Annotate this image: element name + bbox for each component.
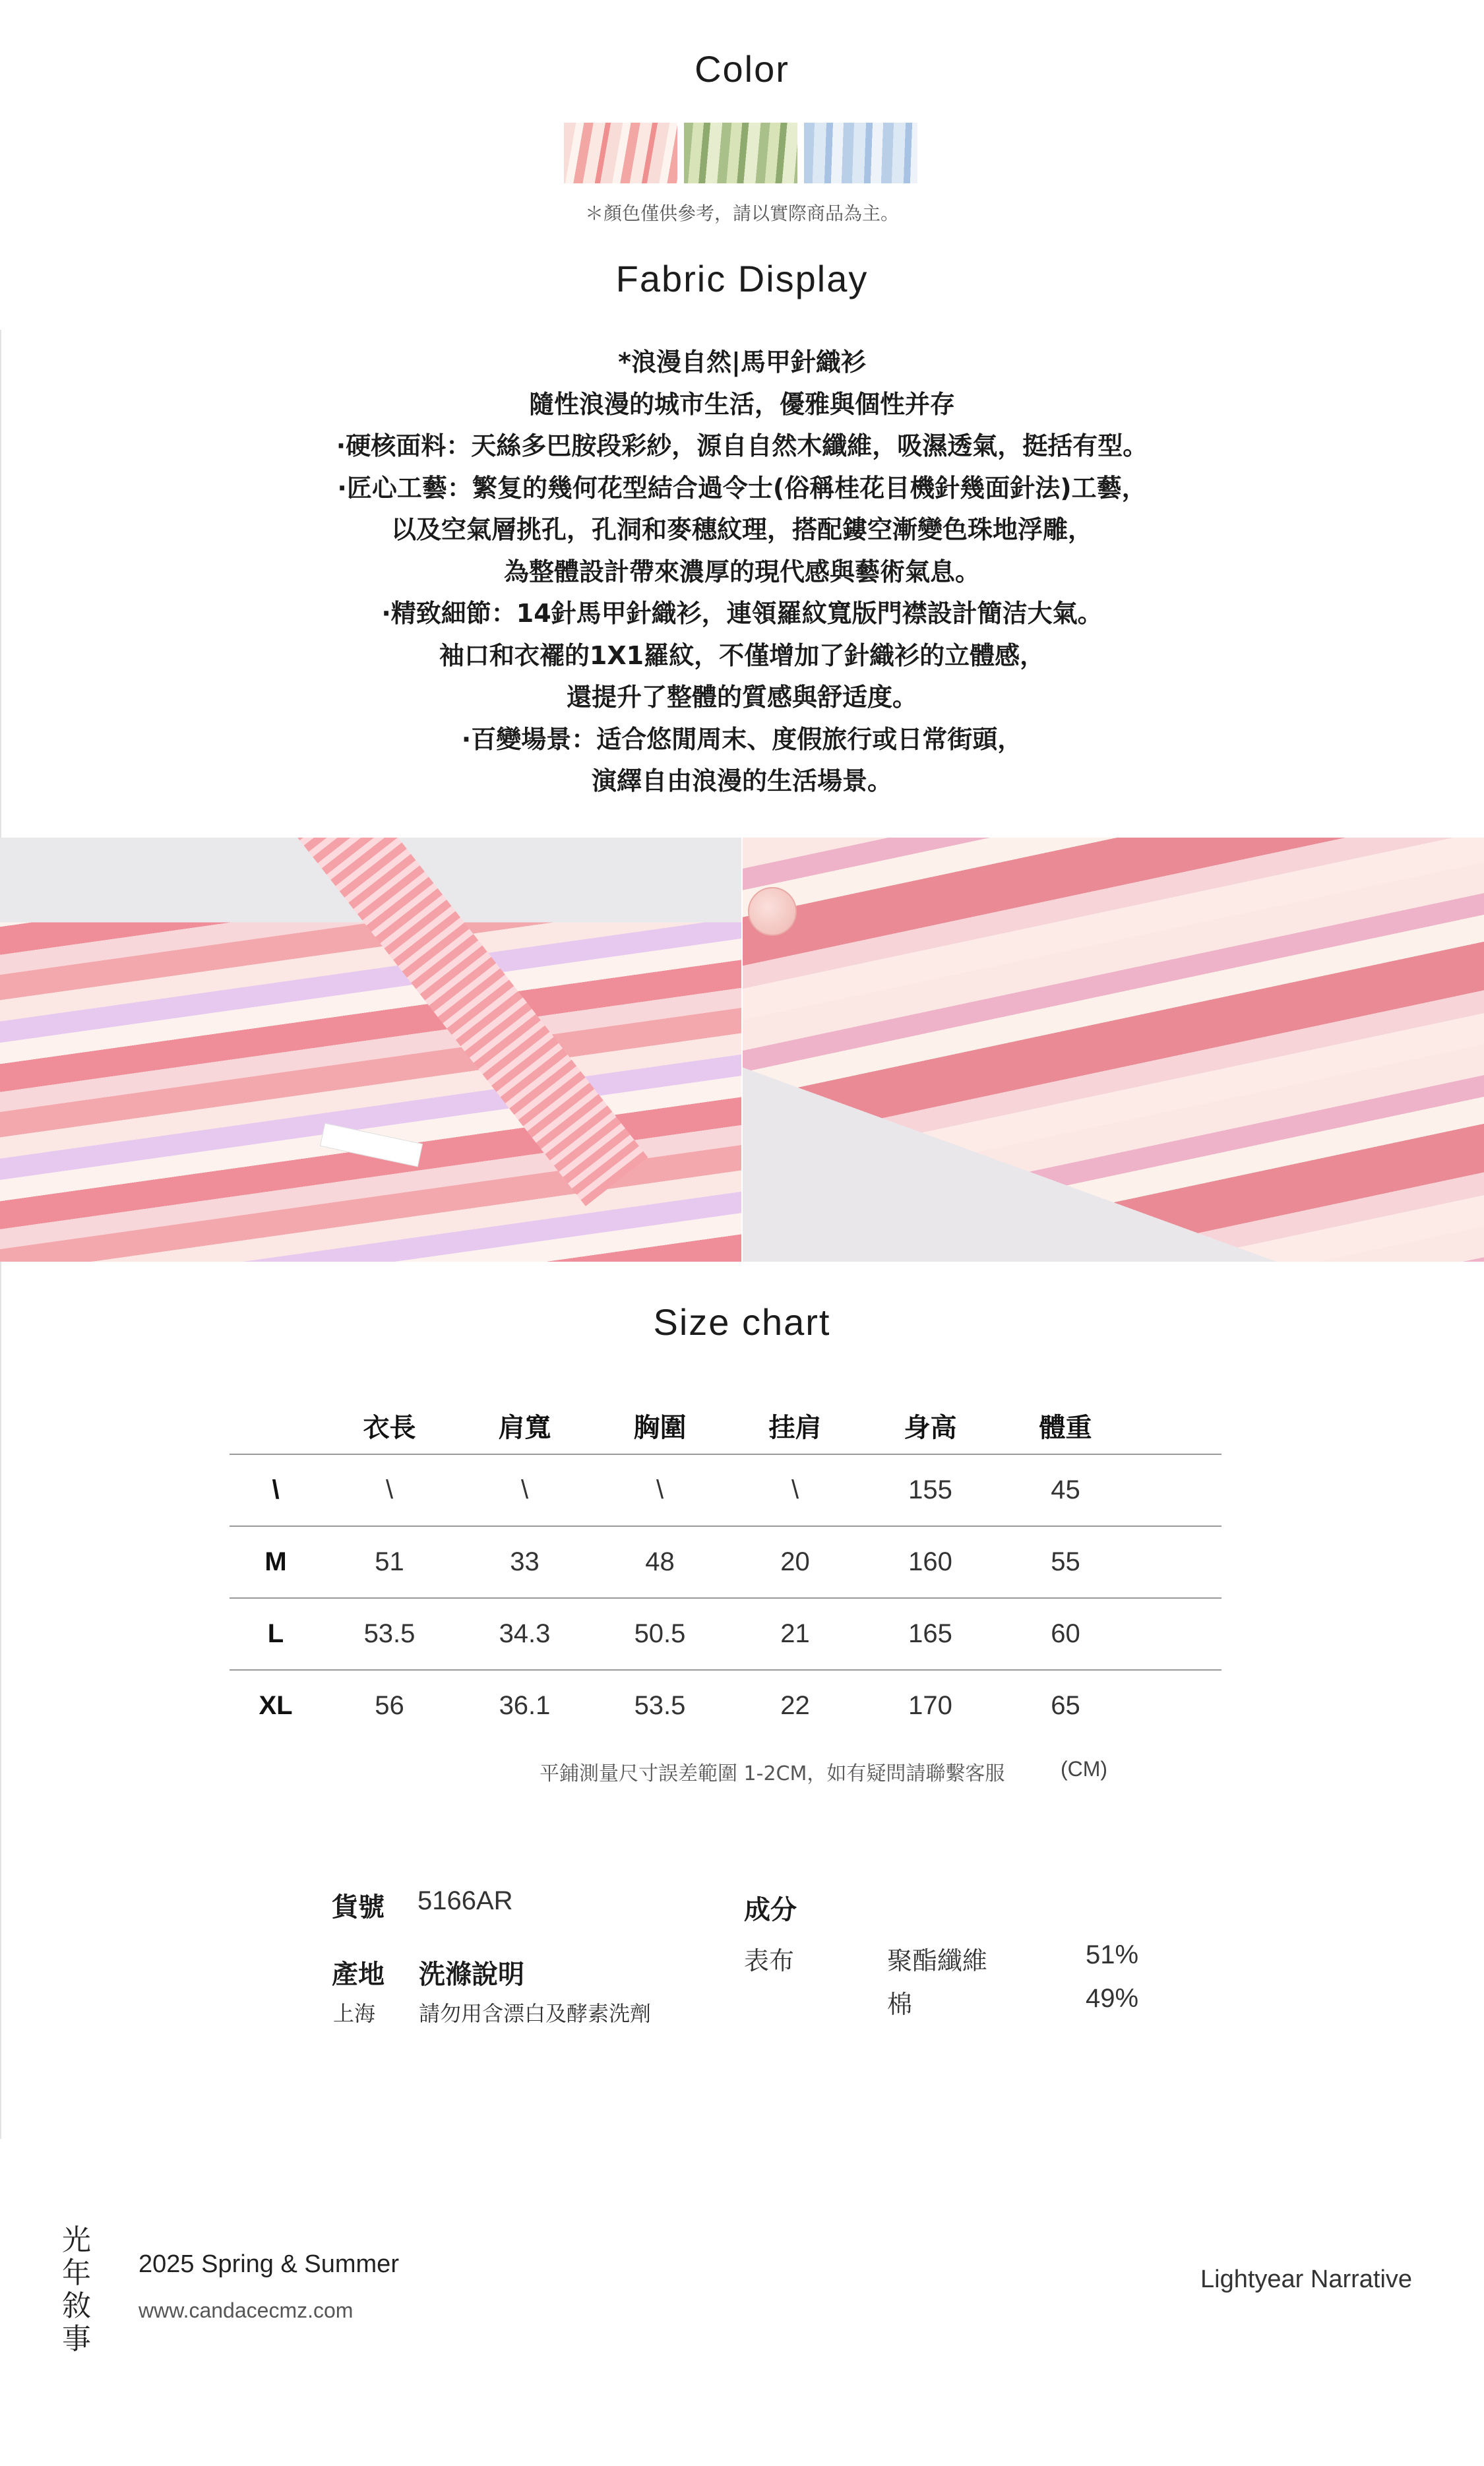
fabric-line: 隨性浪漫的城市生活，優雅與個性并存	[528, 389, 955, 419]
table-cell: 21	[780, 1619, 810, 1648]
origin-label: 產地	[332, 1959, 385, 1990]
table-cell: \	[272, 1475, 280, 1504]
brand-english-name: Lightyear Narrative	[1200, 2266, 1413, 2293]
table-header-cell: 挂肩	[768, 1412, 822, 1443]
item-number-value: 5166AR	[417, 1886, 513, 1915]
fabric-line: ·匠心工藝：繁复的幾何花型結合過令士(俗稱桂花目機針幾面針法)工藝，	[337, 473, 1147, 503]
brand-vertical-logo	[61, 2224, 92, 2356]
table-cell: 155	[908, 1475, 952, 1504]
color-swatches	[564, 123, 917, 183]
table-cell: 50.5	[634, 1619, 686, 1648]
table-cell: 20	[780, 1547, 810, 1576]
table-cell: 53.5	[363, 1619, 416, 1648]
table-cell: 65	[1051, 1691, 1080, 1720]
fabric-line: 還提升了整體的質感與舒适度。	[566, 683, 917, 712]
color-swatch-green[interactable]	[684, 123, 797, 183]
material-name: 棉	[887, 1990, 913, 2019]
size-unit: (CM)	[1061, 1757, 1108, 1781]
table-cell: 36.1	[499, 1691, 551, 1720]
fabric-line: ·硬核面料：天絲多巴胺段彩紗，源自自然木纖維，吸濕透氣，挺括有型。	[336, 431, 1148, 460]
table-cell: L	[267, 1619, 284, 1648]
table-cell: XL	[259, 1691, 293, 1720]
table-cell: 22	[780, 1691, 810, 1720]
size-table	[230, 1397, 1221, 1741]
table-cell: 48	[645, 1547, 675, 1576]
table-cell: M	[264, 1547, 287, 1576]
table-cell: 34.3	[499, 1619, 551, 1648]
outer-fabric-label: 表布	[744, 1946, 795, 1975]
size-chart-title: Size chart	[653, 1301, 831, 1343]
origin-value: 上海	[333, 2001, 376, 2026]
table-header-row	[230, 1397, 1221, 1454]
material-percent: 49%	[1086, 1984, 1139, 2013]
table-cell: \	[385, 1475, 394, 1504]
brand-char: 年	[62, 2256, 91, 2290]
composition-label: 成分	[744, 1895, 797, 1925]
table-row	[230, 1454, 1221, 1526]
photo-background	[743, 838, 1484, 1262]
left-border-lower	[0, 1262, 1, 2139]
website-link[interactable]: www.candacecmz.com	[139, 2298, 354, 2322]
table-header-cell: 衣長	[363, 1412, 416, 1443]
color-disclaimer: ＊顏色僅供參考，請以實際商品為主。	[584, 202, 899, 224]
table-header-cell: 身高	[904, 1412, 957, 1443]
brand-char: 光	[62, 2223, 91, 2257]
fabric-line: 袖口和衣襬的1X1羅紋，不僅增加了針織衫的立體感，	[439, 640, 1045, 670]
table-row	[230, 1669, 1221, 1741]
table-row	[230, 1597, 1221, 1669]
table-cell: 165	[908, 1619, 952, 1648]
table-cell: \	[656, 1475, 664, 1504]
wash-label: 洗滌說明	[419, 1959, 524, 1990]
brand-char: 事	[62, 2322, 91, 2356]
table-header-cell: 體重	[1039, 1412, 1092, 1443]
table-cell: \	[520, 1475, 529, 1504]
table-cell: 33	[510, 1547, 540, 1576]
item-number-label: 貨號	[332, 1892, 385, 1923]
table-cell: 56	[375, 1691, 404, 1720]
color-title: Color	[695, 48, 789, 90]
wash-value: 請勿用含漂白及酵素洗劑	[419, 2001, 652, 2026]
table-row	[230, 1526, 1221, 1597]
color-swatch-pink[interactable]	[564, 123, 677, 183]
table-cell: 170	[908, 1691, 952, 1720]
table-cell: 45	[1051, 1475, 1080, 1504]
table-cell: 55	[1051, 1547, 1080, 1576]
table-header-cell: 胸圍	[633, 1412, 687, 1443]
size-tolerance-note: 平鋪測量尺寸誤差範圍 1-2CM，如有疑問請聯繫客服	[540, 1762, 1005, 1785]
fabric-photo-collar	[0, 838, 741, 1262]
table-cell: 160	[908, 1547, 952, 1576]
table-header-cell: 肩寬	[498, 1412, 551, 1443]
table-cell: 53.5	[634, 1691, 686, 1720]
fabric-line: ·百變場景：适合悠閒周末、度假旅行或日常街頭，	[461, 724, 1023, 754]
fabric-line: 演繹自由浪漫的生活場景。	[591, 766, 892, 795]
fabric-line: 為整體設計帶來濃厚的現代感與藝術氣息。	[503, 557, 980, 586]
table-cell: 51	[375, 1547, 404, 1576]
season-label: 2025 Spring & Summer	[139, 2250, 399, 2278]
material-percent: 51%	[1086, 1940, 1139, 1969]
photo-button	[748, 887, 797, 936]
fabric-title: Fabric Display	[615, 258, 869, 299]
material-name: 聚酯纖維	[887, 1946, 988, 1975]
color-swatch-blue[interactable]	[804, 123, 917, 183]
fabric-photo-hem	[743, 838, 1484, 1262]
fabric-description	[0, 342, 1484, 803]
fabric-line: ·精致細節：14針馬甲針織衫，連領羅紋寬版門襟設計簡洁大氣。	[381, 599, 1103, 628]
table-cell: \	[791, 1475, 799, 1504]
fabric-line: *浪漫自然|馬甲針織衫	[618, 348, 866, 377]
fabric-line: 以及空氣層挑孔，孔洞和麥穗紋理，搭配鏤空漸變色珠地浮雕，	[390, 515, 1093, 544]
table-cell: 60	[1051, 1619, 1080, 1648]
brand-char: 敘	[62, 2289, 91, 2323]
